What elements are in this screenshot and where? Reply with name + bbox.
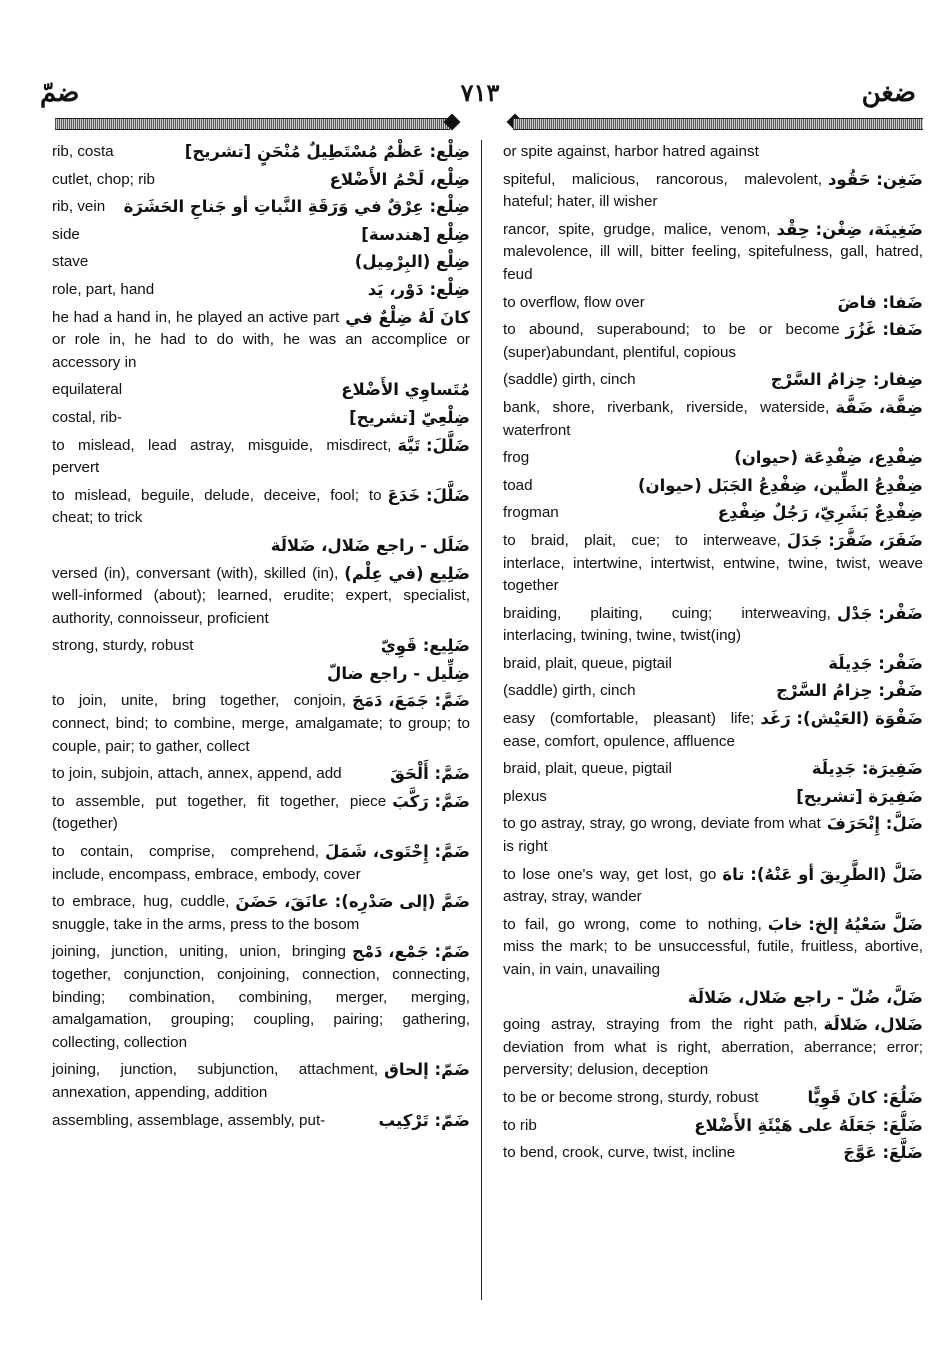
english-definition: he had a hand in, he played an active part or role in, he had to do with, he was an accomplice or accessory in <box>52 308 470 371</box>
dictionary-entry <box>52 841 470 886</box>
english-definition: to go astray, stray, go wrong, deviate from what is right <box>503 815 821 856</box>
english-definition: versed (in), conversant (with), skilled (in), well-informed (about); learned, erudite; expert, specialist, authority, connoisseur, proficient <box>52 564 470 627</box>
dictionary-entry <box>503 1087 923 1110</box>
dictionary-entry <box>52 941 470 1054</box>
dictionary-entry <box>503 397 923 442</box>
arabic-headword: ضَلَّلَ: تَيَّهَ <box>397 435 470 455</box>
arabic-headword: ضَفا: غَزُرَ <box>845 320 923 340</box>
english-definition: equilateral <box>52 381 123 399</box>
english-definition: to braid, plait, cue; to interweave, interlace, intertwine, intertwist, entwine, twine, twist, weave together <box>503 531 923 595</box>
dictionary-entry <box>52 251 470 274</box>
arabic-headword: ضَفِيرَة [تشريح] <box>796 786 923 806</box>
english-definition: to contain, comprise, comprehend, include, encompass, embrace, embody, cover <box>52 843 361 883</box>
dictionary-entry <box>52 791 470 836</box>
english-definition: to abound, superabound; to be or become (super)abundant, plentiful, copious <box>503 321 840 361</box>
right-column <box>503 141 923 1170</box>
english-definition: frog <box>503 449 530 467</box>
header-rule-left <box>55 118 450 130</box>
page-number: ٧١٣ <box>460 78 500 107</box>
dictionary-entry <box>503 447 923 470</box>
dictionary-entry <box>503 786 923 809</box>
arabic-headword: ضَلَّعَ: عَوَّجَ <box>843 1143 923 1163</box>
english-definition: plexus <box>503 787 547 805</box>
arabic-headword: ضَلَّ (الطَّرِيقَ أو عَنْهُ): تاهَ <box>722 864 923 884</box>
english-definition: or spite against, harbor hatred against <box>503 143 759 160</box>
dictionary-entry <box>52 891 470 936</box>
arabic-headword: ضَغِينَة، ضِغْن: حِقْد <box>776 219 923 239</box>
dictionary-entry <box>52 224 470 247</box>
dictionary-entry <box>503 219 923 287</box>
arabic-headword: ضَلَّلَ: خَدَعَ <box>387 485 470 505</box>
header-rule-right <box>513 118 923 130</box>
dictionary-entry <box>52 407 470 430</box>
arabic-headword: ضَلِيع: قَوِيّ <box>380 636 470 656</box>
dictionary-entry <box>503 369 923 392</box>
right-running-head: ضغن <box>861 78 916 108</box>
dictionary-entry <box>503 1142 923 1165</box>
arabic-headword: ضَمَّ: رَكَّبَ <box>392 791 470 811</box>
english-definition: to rib <box>503 1116 537 1134</box>
dictionary-entry <box>503 653 923 676</box>
english-definition: joining, junction, uniting, union, bringing together, conjunction, conjoining, connection, connecting, binding; combination, combining, merger, merging, amalgamation, grouping; coupling, pairing; gathering, collecting, collection <box>52 943 470 1051</box>
english-definition: rib, costa <box>52 143 114 160</box>
english-definition: to join, subjoin, attach, annex, append, add <box>52 765 342 783</box>
english-definition: to embrace, hug, cuddle, snuggle, take in the arms, press to the bosom <box>52 893 360 933</box>
dictionary-entry <box>503 292 923 315</box>
dictionary-entry <box>503 530 923 598</box>
english-definition: costal, rib- <box>52 408 123 426</box>
dictionary-entry <box>503 813 923 858</box>
dictionary-entry <box>52 379 470 402</box>
english-definition: braiding, plaiting, cuing; interweaving, interlacing, twining, twine, twist(ing) <box>503 604 831 645</box>
english-definition: to bend, crook, curve, twist, incline <box>503 1144 736 1162</box>
left-column <box>52 141 470 1137</box>
arabic-headword: ضَفْوَة (العَيْش): رَغَد <box>760 709 923 729</box>
dictionary-entry <box>503 603 923 648</box>
english-definition: to overflow, flow over <box>503 293 645 311</box>
arabic-headword: ضِفْدِعُ الطِّين، ضِفْدِعُ الجَبَل (حيوان) <box>638 475 923 495</box>
arabic-headword: كانَ لَهُ ضِلْعٌ في <box>345 307 470 327</box>
dictionary-entry <box>52 690 470 758</box>
dictionary-entry <box>503 169 923 214</box>
english-definition: toad <box>503 476 533 494</box>
column-divider <box>481 140 482 1300</box>
dictionary-entry <box>52 535 470 558</box>
arabic-headword: مُتَساوِي الأَضْلاع <box>341 380 470 400</box>
dictionary-entry <box>503 475 923 498</box>
arabic-headword: ضَلال، ضَلالَة <box>823 1015 923 1035</box>
english-definition: braid, plait, queue, pigtail <box>503 654 672 672</box>
dictionary-entry <box>503 141 923 164</box>
dictionary-entry <box>52 435 470 480</box>
dictionary-entry <box>52 1110 470 1133</box>
english-definition: assembling, assemblage, assembly, put- <box>52 1111 326 1129</box>
arabic-headword: ضَلَّعَ: جَعَلَهُ على هَيْئَةِ الأَضْلاع <box>694 1115 923 1135</box>
arabic-headword: ضَغِن: حَقُود <box>827 169 923 189</box>
english-definition: to join, unite, bring together, conjoin, connect, bind; to combine, merge, amalgamate; to group; to couple, pair; to gather, collect <box>52 692 470 755</box>
english-definition: to be or become strong, sturdy, robust <box>503 1088 759 1106</box>
dictionary-entry <box>52 141 470 164</box>
arabic-headword: ضَلِيع (في عِلْم) <box>344 563 470 583</box>
dictionary-entry <box>52 635 470 658</box>
dictionary-entry <box>503 864 923 909</box>
english-definition: (saddle) girth, cinch <box>503 682 636 700</box>
page-header <box>0 78 938 118</box>
english-definition: strong, sturdy, robust <box>52 637 194 655</box>
dictionary-entry <box>52 1059 470 1104</box>
dictionary-entry <box>503 502 923 525</box>
arabic-headword: ضِلْع: عَظْمٌ مُسْتَطِيلٌ مُنْحَنٍ [تشريح] <box>184 142 470 161</box>
english-definition: bank, shore, riverbank, riverside, waterside, waterfront <box>503 398 830 439</box>
arabic-headword: ضَلُعَ: كانَ قَوِيًّا <box>807 1087 923 1107</box>
dictionary-entry <box>503 319 923 364</box>
dictionary-entry <box>503 680 923 703</box>
dictionary-entry <box>503 708 923 753</box>
dictionary-entry <box>52 169 470 192</box>
arabic-headword: ضَلَّ سَعْيُهُ إلخ: خابَ <box>767 914 923 934</box>
dictionary-entry <box>503 758 923 781</box>
arabic-headword: ضَمّ: جَمْع، دَمْج <box>351 942 470 962</box>
arabic-headword: ضِفَّة، ضَفَّة <box>835 397 923 417</box>
arabic-headword: ضِلِّيل - راجع ضالّ <box>327 663 470 683</box>
arabic-headword: ضَلَّ: إِنْحَرَفَ <box>826 814 923 834</box>
arabic-headword: ضَمَّ (إلى صَدْرِه): عانَقَ، حَضَنَ <box>235 892 470 912</box>
arabic-headword: ضِلْع (البِرْمِيل) <box>354 252 470 272</box>
english-definition: braid, plait, queue, pigtail <box>503 760 672 778</box>
arabic-headword: ضَفَرَ، ضَفَّرَ: جَدَلَ <box>786 530 923 550</box>
dictionary-entry <box>503 1115 923 1138</box>
arabic-headword: ضَفْر: جَدِيلَة <box>828 653 923 673</box>
english-definition: cutlet, chop; rib <box>52 170 155 188</box>
english-definition: easy (comfortable, pleasant) life; ease, comfort, opulence, affluence <box>503 710 755 750</box>
arabic-headword: ضَمَّ: أَلْحَقَ <box>390 764 470 784</box>
dictionary-entry <box>52 763 470 786</box>
dictionary-entry <box>52 563 470 631</box>
arabic-headword: ضَلَل - راجع ضَلال، ضَلالَة <box>270 535 470 555</box>
english-definition: to mislead, lead astray, misguide, misdirect, pervert <box>52 436 392 477</box>
dictionary-entry <box>52 485 470 530</box>
english-definition: rancor, spite, grudge, malice, venom, malevolence, ill will, bitter feeling, spitefulness, gall, hatred, feud <box>503 220 923 283</box>
arabic-headword: ضَمّ: تَرْكِيب <box>378 1110 470 1130</box>
english-definition: spiteful, malicious, rancorous, malevolent, hateful; hater, ill wisher <box>503 170 822 211</box>
arabic-headword: ضَلَّ، ضُلّ - راجع ضَلال، ضَلالَة <box>687 987 923 1007</box>
english-definition: to assemble, put together, fit together, piece (together) <box>52 792 387 833</box>
arabic-headword: ضِفْدِعٌ بَشَرِيّ، رَجُلٌ ضِفْدِع <box>717 503 923 523</box>
arabic-headword: ضِلْع: عِرْقٌ في وَرَقَةِ النَّباتِ أو جَناحِ الحَشَرَة <box>123 197 470 217</box>
arabic-headword: ضَفْر: جَدْل <box>836 603 923 623</box>
arabic-headword: ضِفار: حِزامُ السَّرْج <box>770 370 923 390</box>
arabic-headword: ضَمَّ: جَمَعَ، دَمَجَ <box>351 691 470 711</box>
english-definition: joining, junction, subjunction, attachment, annexation, appending, addition <box>52 1061 379 1101</box>
dictionary-entry <box>503 987 923 1010</box>
english-definition: going astray, straying from the right path, deviation from what is right, aberration, aberrance; error; perversity; delusion, deception <box>503 1016 923 1079</box>
arabic-headword: ضِفْدِع، ضِفْدِعَة (حيوان) <box>734 448 923 468</box>
arabic-headword: ضَفِيرَة: جَدِيلَة <box>811 759 923 779</box>
arabic-headword: ضِلْعِيّ [تشريح] <box>349 407 470 427</box>
dictionary-entry <box>52 663 470 686</box>
dictionary-entry <box>503 1014 923 1082</box>
english-definition: to fail, go wrong, come to nothing, miss the mark; to be unsuccessful, futile, fruitless, abortive, vain, in vain, unavailing <box>503 915 923 978</box>
english-definition: (saddle) girth, cinch <box>503 371 636 389</box>
arabic-headword: ضَفْر: حِزامُ السَّرْج <box>776 681 923 701</box>
arabic-headword: ضَفا: فاضَ <box>837 292 923 312</box>
arabic-headword: ضَمّ: إلحاق <box>384 1060 470 1080</box>
arabic-headword: ضِلْع [هندسة] <box>361 224 470 244</box>
arabic-headword: ضِلْع: دَوْر، يَد <box>367 279 470 299</box>
dictionary-entry <box>52 279 470 302</box>
english-definition: to lose one's way, get lost, go astray, stray, wander <box>503 865 717 906</box>
left-running-head: ضمّ <box>40 78 80 108</box>
arabic-headword: ضَمَّ: إِحْتَوى، شَمَلَ <box>324 842 470 862</box>
dictionary-entry <box>52 196 470 219</box>
english-definition: to mislead, beguile, delude, deceive, fool; to cheat; to trick <box>52 486 382 527</box>
english-definition: rib, vein <box>52 198 106 216</box>
dictionary-entry <box>52 307 470 375</box>
english-definition: side <box>52 225 80 243</box>
english-definition: stave <box>52 253 89 271</box>
dictionary-entry <box>503 914 923 982</box>
english-definition: role, part, hand <box>52 280 155 298</box>
english-definition: frogman <box>503 504 559 522</box>
arabic-headword: ضِلْع، لَحْمُ الأَضْلاع <box>329 169 470 189</box>
